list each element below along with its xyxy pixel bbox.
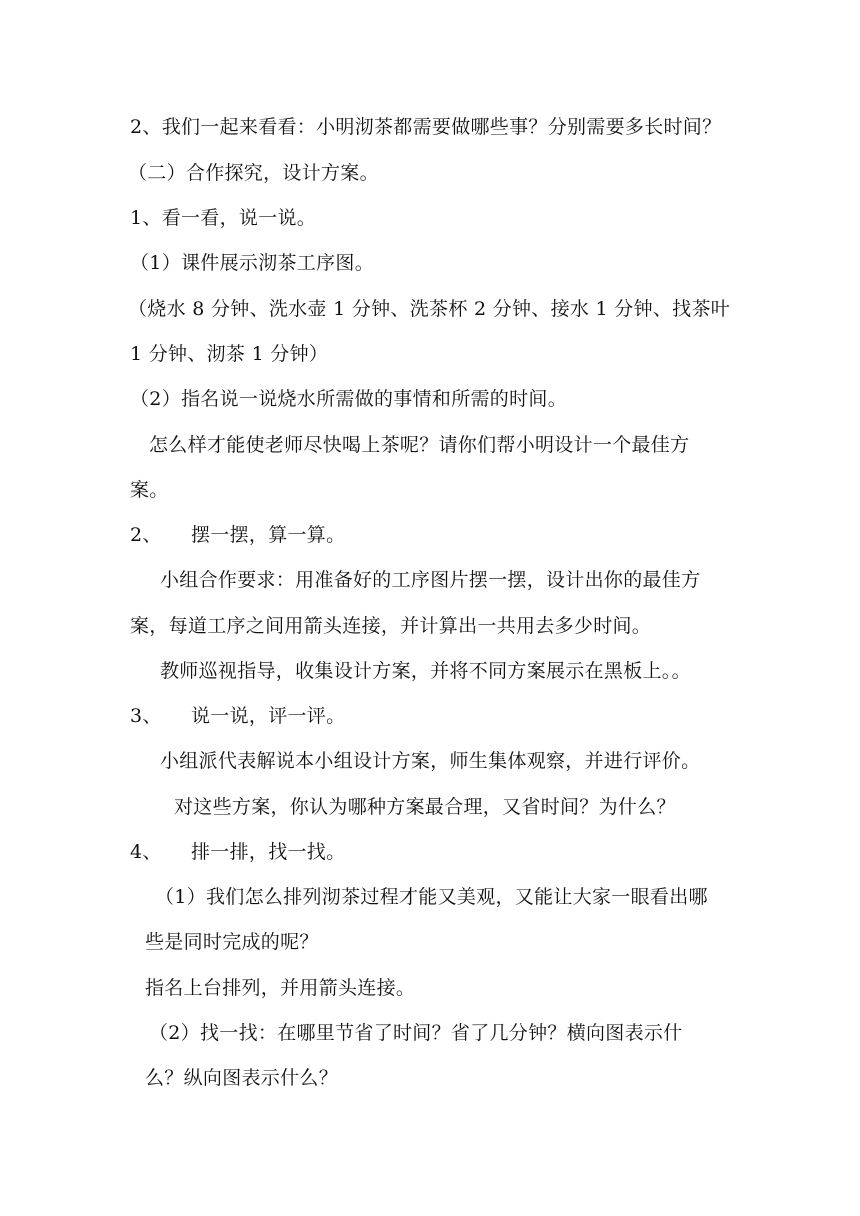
step-4-item-1-line-2: 些是同时完成的呢？ [145, 931, 319, 953]
process-times-line-1: （烧水 8 分钟、洗水壶 1 分钟、洗茶杯 2 分钟、接水 1 分钟、找茶叶 [128, 298, 731, 320]
step-2-number: 2、 [130, 524, 162, 546]
question-2-text: 2、我们一起来看看：小明沏茶都需要做哪些事？分别需要多长时间？ [130, 116, 722, 138]
process-times-line-2: 1 分钟、沏茶 1 分钟） [130, 343, 329, 365]
step-4-item-2-line-1: （2）找一找：在哪里节省了时间？省了几分钟？横向图表示什 [149, 1022, 683, 1044]
step-4-item-1-line-1: （1）我们怎么排列沏茶过程才能又美观，又能让大家一眼看出哪 [155, 886, 708, 908]
step-1-item-2: （2）指名说一说烧水所需做的事情和所需的时间。 [130, 388, 567, 410]
group-requirement-line-2: 案，每道工序之间用箭头连接，并计算出一共用去多少时间。 [130, 615, 652, 637]
section-heading: （二）合作探究，设计方案。 [128, 162, 379, 184]
step-1-item-1: （1）课件展示沏茶工序图。 [130, 252, 374, 274]
teacher-guidance: 教师巡视指导，收集设计方案，并将不同方案展示在黑板上。。 [160, 660, 691, 682]
step-4-heading: 排一排，找一找。 [191, 841, 346, 863]
step-3-number: 3、 [130, 705, 162, 727]
group-requirement-line-1: 小组合作要求：用准备好的工序图片摆一摆，设计出你的最佳方 [160, 569, 701, 591]
step-4-item-2-line-2: 么？纵向图表示什么？ [145, 1067, 339, 1089]
step-4-number: 4、 [130, 841, 162, 863]
arrangement-instruction: 指名上台排列，并用箭头连接。 [145, 977, 416, 999]
step-3-heading: 说一说，评一评。 [191, 705, 346, 727]
evaluation-question: 对这些方案，你认为哪种方案最合理，又省时间？为什么？ [174, 796, 676, 818]
group-presentation: 小组派代表解说本小组设计方案，师生集体观察，并进行评价。 [160, 750, 701, 772]
teacher-question-line-1: 怎么样才能使老师尽快喝上茶呢？请你们帮小明设计一个最佳方 [149, 434, 690, 456]
step-2-heading: 摆一摆，算一算。 [191, 524, 346, 546]
step-1-heading: 1、看一看，说一说。 [130, 207, 317, 229]
teacher-question-line-2: 案。 [130, 479, 169, 501]
